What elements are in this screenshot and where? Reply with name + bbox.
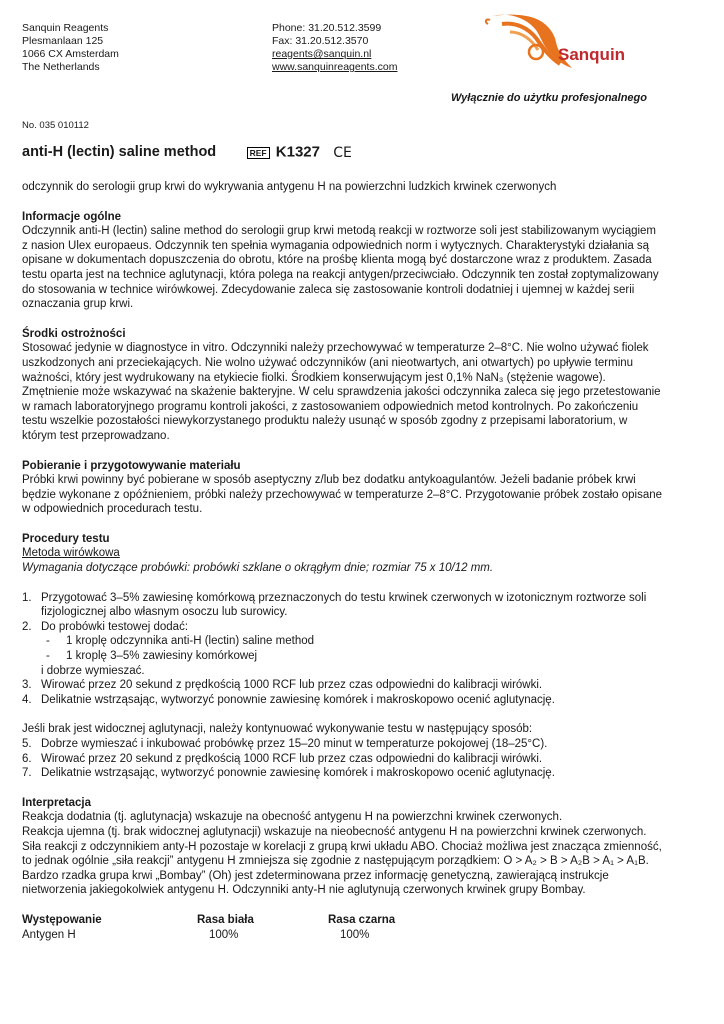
table-header: Rasa biała [197, 914, 254, 927]
product-header [22, 145, 352, 161]
section-heading-general: Informacje ogólne [22, 210, 122, 223]
procedure-step: 4. Delikatnie wstrząsając, wytworzyć ponownie zawiesinę komórek i makroskopowo ocenić aglutynację. [22, 693, 555, 706]
address-block [22, 22, 119, 74]
intro-text: odczynnik do serologii grup krwi do wykrywania antygenu H na powierzchni ludzkich krwinek czerwonych [22, 181, 557, 193]
product-title: anti-H (lectin) saline method [22, 144, 217, 160]
procedure-steps-continued [22, 737, 664, 781]
pelican-logo-icon [480, 8, 640, 80]
table-header: Występowanie [22, 914, 102, 927]
procedure-substep: - 1 kroplę odczynnika anti-H (lectin) saline method [46, 635, 315, 648]
occurrence-table [22, 913, 395, 943]
section-heading-sampling: Pobieranie i przygotowywanie materiału [22, 459, 241, 472]
table-cell: 100% [209, 929, 239, 942]
continue-instruction: Jeśli brak jest widocznej aglutynacji, należy kontynuować wykonywanie testu w następujący sposób: [22, 723, 533, 736]
section-heading-interpretation: Interpretacja [22, 796, 92, 809]
interpretation-text: Siła reakcji z odczynnikiem anty-H pozostaje w korelacji z grupą krwi układu ABO. Chociaż możliwa jest znacząca zmienność, to jednak ogólnie „siła reakcji” antygenu H zmniejsza się zgodnie z następującym porządkiem: O > A₂ > B > A₂B > A₁ > A₁B. Bardzo rzadka grupa krwi „Bombay” (Oh) jest zdeterminowana przez informację genetyczną, zawierającą instrukcje nietworzenia jakiegokolwiek antygenu H. Odczynniki anty-H nie aglutynują czerwonych krwinek grupy Bombay. [22, 840, 662, 897]
interpretation-text: Reakcja ujemna (tj. brak widocznej aglutynacji) wskazuje na nieobecność antygenu H na powierzchni krwinek czerwonych. [22, 825, 647, 838]
email-link[interactable]: reagents@sanquin.nl [272, 48, 372, 60]
procedure-step: 5. Dobrze wymieszać i inkubować probówkę przez 15–20 minut w temperaturze pokojowej (18–25°C). [22, 738, 548, 750]
procedure-step: 6. Wirować przez 20 sekund z prędkością 1000 RCF lub przez czas odpowiedni do kalibracji wirówki. [22, 752, 543, 765]
table-cell: Antygen H [22, 929, 76, 942]
phone-number: Phone: 31.20.512.3599 [272, 22, 382, 34]
address-line: Sanquin Reagents [22, 22, 109, 34]
contact-block [272, 22, 397, 74]
document-body [22, 180, 664, 943]
table-header-row [22, 913, 395, 928]
procedure-substep: - 1 kroplę 3–5% zawiesiny komórkowej [46, 650, 258, 663]
section-text-sampling: Próbki krwi powinny być pobierane w sposób aseptyczny z/lub bez dodatku antykoagulantów. Jeżeli badanie próbek krwi będzie wykonane z opóźnieniem, próbki należy przechowywać w temperaturze 2–8°C. Przygotowanie próbek zostało opisane w odpowiednich procedurach testu. [22, 474, 663, 516]
procedure-step: 1. Przygotować 3–5% zawiesinę komórkową przeznaczonych do testu krwinek czerwonych w izotonicznym roztworze soli fizjologicznej albo własnym osoczu lub surowicy. [22, 591, 647, 619]
section-text-precautions: Stosować jedynie w diagnostyce in vitro. Odczynniki należy przechowywać w temperaturze 2–8°C. Nie wolno używać fiolek uszkodzonych ani przeciekających. Nie wolno używać odczynników (ani nieotwartych, ani otwartych) po upływie terminu ważności, który jest wydrukowany na etykiecie fiolki. Środkiem konserwującym jest 0,1% NaN₃ (stężenie wagowe). Zmętnienie może wskazywać na skażenie bakteryjne. W celu sprawdzenia jakości odczynnika zaleca się jego przetestowanie w ramach laboratoryjnego programu kontroli jakości, z zastosowaniem odpowiednich metod kontrolnych. Po zakończeniu testu wszelkie pozostałości niewykorzystanego produktu należy usunąć w sposób zgodny z przepisami laboratorium, w którym test przeprowadzano. [22, 342, 661, 442]
ce-mark-icon: CE [333, 144, 352, 161]
procedure-step: 7. Delikatnie wstrząsając, wytworzyć ponownie zawiesinę komórek i makroskopowo ocenić aglutynację. [22, 767, 555, 780]
method-subheading: Metoda wirówkowa [22, 547, 120, 560]
product-code: K1327 [275, 143, 320, 161]
document-number: No. 035 010112 [22, 120, 89, 131]
interpretation-text: Reakcja dodatnia (tj. aglutynacja) wskazuje na obecność antygenu H na powierzchni krwinek czerwonych. [22, 811, 563, 824]
procedure-steps [22, 591, 664, 708]
address-line: The Netherlands [22, 61, 100, 73]
address-line: 1066 CX Amsterdam [22, 48, 119, 60]
procedure-step: 2. Do probówki testowej dodać: [22, 620, 189, 633]
sanquin-logo [480, 8, 640, 80]
section-text-general: Odczynnik anti-H (lectin) saline method do serologii grup krwi metodą reakcji w roztworze soli jest stabilizowanym wyciągiem z nasion Ulex europaeus. Odczynnik ten spełnia wymagania odpowiednich norm i wytycznych. Charakterystyki działania są opisane w dokumentach dopuszczenia do obrotu, które na prośbę klienta mogą być dostarczone wraz z produktem. Zasada testu oparta jest na technice aglutynacji, która polega na reakcji antygen/przeciwciało. Odczynnik ten został zoptymalizowany do stosowania w technice wirówkowej. Zdecydowanie zaleca się zastosowanie kontroli dodatniej i ujemnej w każdej serii oznaczania grup krwi. [22, 225, 659, 311]
table-row [22, 928, 395, 943]
fax-number: Fax: 31.20.512.3570 [272, 35, 369, 47]
professional-use-note: Wyłącznie do użytku profesjonalnego [451, 92, 647, 104]
section-heading-procedures: Procedury testu [22, 532, 110, 545]
table-cell: 100% [340, 929, 370, 942]
ref-box: REF [247, 147, 270, 159]
procedure-step: 3. Wirować przez 20 sekund z prędkością 1000 RCF lub przez czas odpowiedni do kalibracji wirówki. [22, 679, 543, 692]
logo-text: Sanquin [558, 45, 626, 64]
address-line: Plesmanlaan 125 [22, 35, 104, 47]
section-heading-precautions: Środki ostrożności [22, 327, 126, 340]
mix-instruction: i dobrze wymieszać. [41, 664, 145, 677]
website-link[interactable]: www.sanquinreagents.com [272, 61, 398, 73]
tube-requirements: Wymagania dotyczące probówki: probówki szklane o okrągłym dnie; rozmiar 75 x 10/12 mm. [22, 562, 494, 575]
table-header: Rasa czarna [328, 914, 396, 927]
